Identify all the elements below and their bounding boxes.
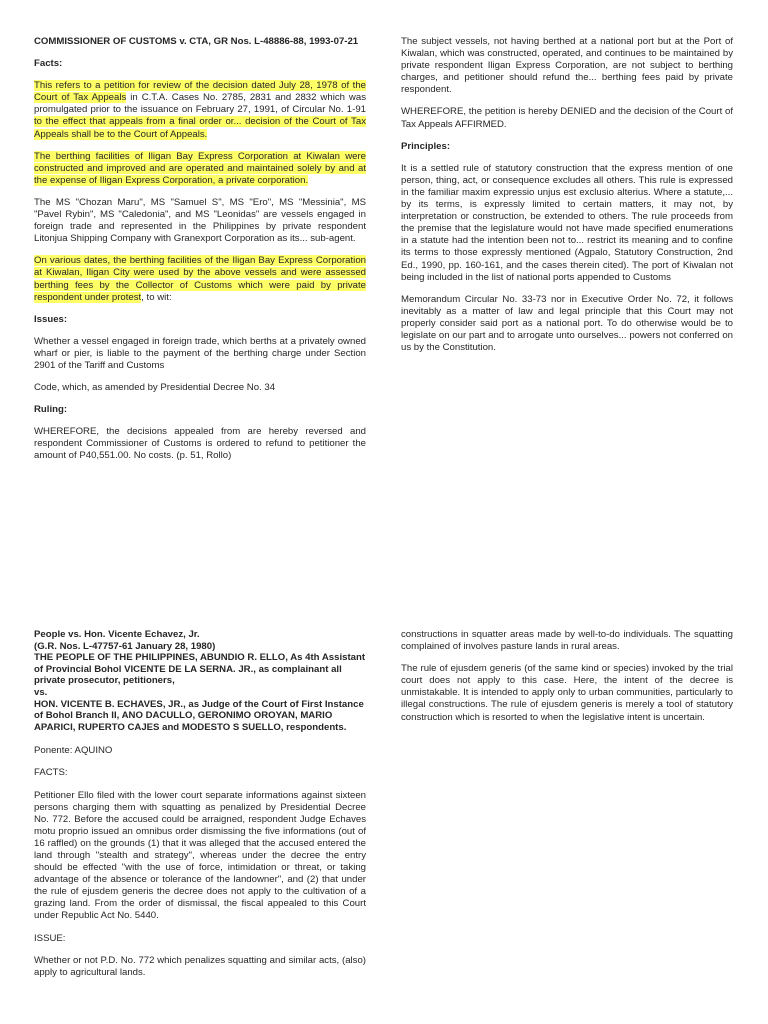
case2-ponente: Ponente: AQUINO [34,745,113,757]
case1-facts-paragraph-2 [34,151,366,187]
case2-issue-paragraph: Whether or not P.D. No. 772 which penalizes squatting and similar acts, (also) apply to agricultural lands. [34,954,366,978]
case1-right-column [401,36,733,364]
case1-facts-paragraph-3: The MS "Chozan Maru", MS "Samuel S", MS "Ero", MS "Messinia", MS "Pavel Rybin", MS "Caledonia", and MS "Leonidas" are vessels engaged in foreign trade and represented in the Philippines by private respondent Litonjua Shipping Company with Granexport Corporation as its... sub-agent. [34,196,366,245]
case2-issue-heading: ISSUE: [34,932,66,944]
case1-ruling-heading: Ruling: [34,404,68,416]
case1-right-paragraph-1: The subject vessels, not having berthed at a national port but at the Port of Kiwalan, which was constructed, operated, and continues to be maintained by private respondent Iligan Express Corporation, are not subject to berthing charges, and petitioner should refund the... berthing fees paid by private respondent. [401,36,733,96]
paragraph-text: , to wit: [141,291,172,303]
case1-facts-paragraph-1 [34,80,366,140]
paragraph-text: in C.T.A. Cases No. 2785, 2831 and 2832 which was promulgated prior to the issuance on February 27, 1991, of Circular No. 1-91 [34,92,366,116]
case1-ruling-paragraph: WHEREFORE, the decisions appealed from are hereby reversed and respondent Commissioner of Customs is ordered to refund to petitioner the amount of P40,551.00. No costs. (p. 51, Rollo) [34,426,366,462]
case2-facts-paragraph: Petitioner Ello filed with the lower court separate informations against sixteen persons charging them with squatting as penalized by Presidential Decree No. 772. Before the accused could be arraigned, respondent Judge Echaves motu proprio issued an omnibus order dismissing the five informations (out of 16 raffled) on the grounds (1) that it was alleged that the accused entered the land through "stealth and strategy", whereas under the decree the entry should be effected "with the use of force, intimidation or threat, or taking advantage of the absence or tolerance of the landowner", and (2) that under the rule of ejusdem generis the decree does not apply to the cultivation of a grazing land. From the order of dismissal, the fiscal appealed to this Court under Republic Act No. 5440. [34,789,366,922]
highlighted-text: The berthing facilities of Iligan Bay Express Corporation at Kiwalan were constructed and improved and are operated and maintained solely by and at the expense of Iligan Express Corporation, a private corporation. [34,150,366,186]
case2-title-line-4: vs. [34,686,48,698]
highlighted-text: This refers to a petition for review of the decision dated July 28, 1978 of the Court of Tax Appeals [34,80,366,104]
case1-facts-heading: Facts: [34,58,63,70]
highlighted-text: On various dates, the berthing facilities of the Iligan Bay Express Corporation at Kiwalan, Iligan City were used by the above vessels and were assessed berthing fees by the Collector of Customs which were paid by private respondent under protest [34,255,366,303]
case1-principles-paragraph-2: Memorandum Circular No. 33-73 nor in Executive Order No. 72, it follows inevitably as a matter of law and legal principle that this Court may not properly consider said port as a national port. To do otherwise would be to legislate on our part and to arrogate unto ourselves... powers not conferred on us by the Constitution. [401,293,733,354]
case2-title-line-5: HON. VICENTE B. ECHAVES, JR., as Judge of the Court of First Instance of Bohol Branch II, ANO DACULLO, GERONIMO OROYAN, MARIO APARICI, RUPERTO CAJES and MODESTO S SUELLO, respondents. [34,698,364,733]
case1-left-column [34,36,366,473]
case2-facts-heading: FACTS: [34,767,68,779]
case2-left-column [34,629,366,989]
case2-title-line-1: People vs. Hon. Vicente Echavez, Jr. [34,629,200,640]
case2-title-line-2: (G.R. Nos. L-47757-61 January 28, 1980) [34,640,216,652]
case1-facts-paragraph-4 [34,255,366,303]
case1-title: COMMISSIONER OF CUSTOMS v. CTA, GR Nos. L-48886-88, 1993-07-21 [34,36,359,47]
case1-issues-heading: Issues: [34,313,68,325]
case1-issue-paragraph-2: Code, which, as amended by Presidential Decree No. 34 [34,382,276,394]
case2-right-paragraph-2: The rule of ejusdem generis (of the same kind or species) invoked by the trial court does not apply to this case. Here, the intent of the decree is unmistakable. It is intended to apply only to urban communities, particularly to illegal constructions. The rule of ejusdem generis is merely a tool of statutory construction which is resorted to when the legislative intent is uncertain. [401,663,733,723]
case2-right-column [401,629,733,734]
case2-right-paragraph-1: constructions in squatter areas made by well-to-do individuals. The squatting complained of involves pasture lands in rural areas. [401,629,733,653]
case1-principles-heading: Principles: [401,140,451,152]
case2-title-line-3: THE PEOPLE OF THE PHILIPPINES, ABUNDIO R. ELLO, As 4th Assistant of Provincial Bohol VICENTE DE LA SERNA. JR., as complainant all private prosecutor, petitioners, [34,652,366,687]
case2-title [34,629,366,733]
highlighted-text: to the effect that appeals from a final order or... decision of the Court of Tax Appeals shall be to the Court of Appeals. [34,116,366,140]
case1-right-paragraph-2: WHEREFORE, the petition is hereby DENIED and the decision of the Court of Tax Appeals AFFIRMED. [401,106,733,130]
case1-principles-paragraph-1: It is a settled rule of statutory construction that the express mention of one person, thing, act, or consequence excludes all others. This rule is expressed in the familiar maxim expressio unjus est exclusio alterius. Where a statute,... by its terms, is expressly limited to certain matters, it may not, by interpretation or construction, be extended to others. The rule proceeds from the premise that the legislature would not have made specified enumerations in a statute had the intention been not to... restrict its meaning and to confine its terms to those expressly mentioned (Agpalo, Statutory Construction, 2nd Ed., 1990, pp. 160-161, and the cases therein cited). The port of Kiwalan not being included in the list of national ports appended to Customs [401,162,733,283]
case1-issue-paragraph-1: Whether a vessel engaged in foreign trade, which berths at a privately owned wharf or pier, is liable to the payment of the berthing charge under Section 2901 of the Tariff and Customs [34,335,366,371]
